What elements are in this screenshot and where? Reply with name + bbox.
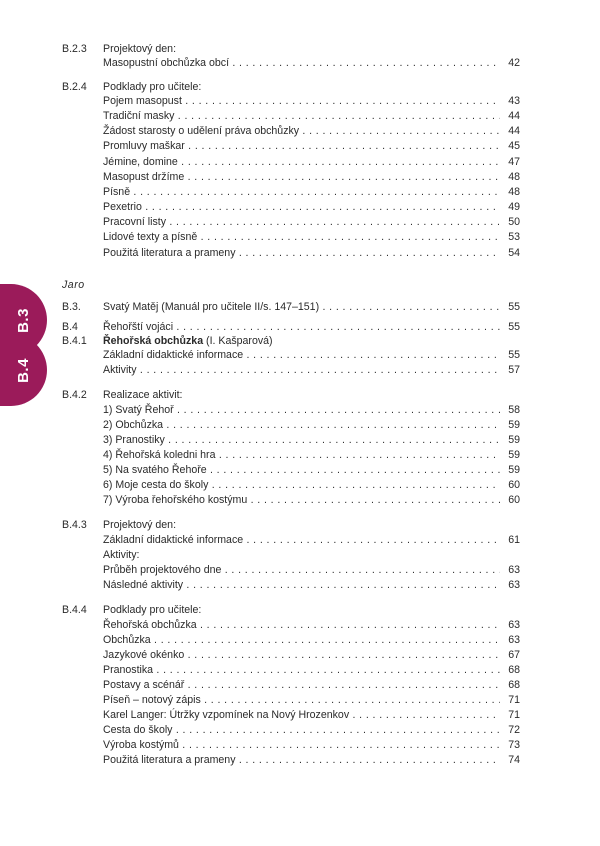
toc-entry-page-number: 60 [500,493,520,507]
toc-entry-title-text: Karel Langer: Útržky vzpomínek na Nový Hrozenkov [103,709,350,721]
toc-entry-page-number: 60 [500,478,520,492]
toc-entry[interactable] [0,648,600,662]
toc-entry-title [103,463,518,477]
toc-entry[interactable] [0,363,600,377]
toc-entry-page-number: 54 [500,246,520,260]
toc-entry[interactable] [0,693,600,707]
toc-entry-title [103,403,518,417]
toc-entry-page-number: 63 [500,578,520,592]
toc-entry-page-number: 49 [500,200,520,214]
toc-entry-title [103,603,518,617]
toc-entry[interactable] [0,578,600,592]
toc-entry-title-text: Pexetrio [103,201,142,213]
toc-entry-title [103,200,518,214]
toc-entry-title [103,246,518,260]
toc-entry-page-number: 57 [500,363,520,377]
toc-entry-title [103,648,518,662]
toc-entry-title-text: Masopust držíme [103,171,185,183]
toc-entry-title [103,139,518,153]
toc-entry-page-number: 59 [500,433,520,447]
toc-entry-title [103,548,518,562]
toc-entry-title-text: 7) Výroba řehořského kostýmu [103,494,248,506]
toc-entry-title-text: Pracovní listy [103,216,166,228]
toc-entry-title-text: 1) Svatý Řehoř [103,404,174,416]
toc-entry-title-text: Řehořští vojáci [103,321,174,333]
season-heading: Jaro [62,279,85,291]
toc-entry[interactable] [0,708,600,722]
toc-entry-page-number: 42 [500,56,520,70]
toc-entry-page-number: 44 [500,109,520,123]
toc-entry-title [103,678,518,692]
toc-entry-title-text: 6) Moje cesta do školy [103,479,209,491]
toc-entry-title-text: Použitá literatura a prameny [103,754,236,766]
toc-entry[interactable] [0,403,600,417]
toc-entry-page-number: 44 [500,124,520,138]
toc-entry-title [103,42,518,56]
toc-entry-number: B.3. [62,301,81,313]
toc-entry-title [103,633,518,647]
toc-entry[interactable] [0,663,600,677]
toc-entry-page-number: 74 [500,753,520,767]
toc-entry-title [103,663,518,677]
toc-entry-title [103,753,518,767]
toc-entry-title-text: Lidové texty a písně [103,231,198,243]
toc-entry[interactable] [0,109,600,123]
toc-entry-title-text: Použitá literatura a prameny [103,247,236,259]
toc-entry [0,518,600,532]
toc-entry-title-bold: Řehořská obchůzka [103,335,204,347]
toc-entry-title [103,300,518,314]
toc-entry-title-rest: (I. Kašparová) [203,335,273,347]
toc-entry-page-number: 59 [500,448,520,462]
toc-entry-title [103,215,518,229]
toc-entry[interactable] [0,139,600,153]
toc-entry-number: B.2.3 [62,43,87,55]
toc-entry-title-text: 2) Obchůzka [103,419,164,431]
toc-entry-title [103,533,518,547]
toc-entry-title [103,124,518,138]
toc-entry-page-number: 43 [500,94,520,108]
toc-entry-title [103,363,518,377]
toc-entry-page-number: 59 [500,418,520,432]
toc-entry[interactable] [0,200,600,214]
toc-entry-title-text: 3) Pranostiky [103,434,165,446]
toc-entry-title-text: Aktivity: [103,549,140,561]
toc-entry[interactable] [0,124,600,138]
toc-entry-page-number: 48 [500,170,520,184]
toc-entry-page-number: 72 [500,723,520,737]
toc-entry-title-text: Výroba kostýmů [103,739,179,751]
toc-entry-page-number: 71 [500,693,520,707]
toc-entry[interactable] [0,185,600,199]
toc-entry-title-text: Cesta do školy [103,724,173,736]
toc-entry-page-number: 63 [500,563,520,577]
toc-entry[interactable] [0,478,600,492]
toc-entry[interactable] [0,533,600,547]
toc-entry-title-text: Následné aktivity [103,579,184,591]
toc-entry-page-number: 71 [500,708,520,722]
toc-entry-title [103,418,518,432]
toc-entry[interactable] [0,493,600,507]
toc-entry-number: B.4.1 [62,335,87,347]
toc-entry-title [103,563,518,577]
toc-entry[interactable] [0,230,600,244]
toc-entry [0,603,600,617]
toc-entry-page-number: 48 [500,185,520,199]
toc-entry-title-text: Žádost starosty o udělení práva obchůzky [103,125,300,137]
toc-entry-title-text: Průběh projektového dne [103,564,222,576]
toc-entry-title [103,185,518,199]
toc-entry-title [103,80,518,94]
toc-entry-page-number: 63 [500,633,520,647]
toc-entry-title [103,94,518,108]
toc-entry-page-number: 67 [500,648,520,662]
toc-entry[interactable] [0,463,600,477]
toc-entry[interactable] [0,170,600,184]
toc-entry-page-number: 47 [500,155,520,169]
toc-entry [0,388,600,402]
toc-entry-number: B.4.4 [62,604,87,616]
toc-entry-page-number: 53 [500,230,520,244]
toc-entry-number: B.4.3 [62,519,87,531]
toc-entry-title-text: Základní didaktické informace [103,349,244,361]
toc-entry-title [103,56,518,70]
toc-entry-title [103,518,518,532]
toc-entry-page-number: 55 [500,348,520,362]
toc-entry[interactable] [0,320,600,334]
toc-entry-title [103,388,518,402]
toc-entry-title-text: Pranostika [103,664,154,676]
toc-entry[interactable] [0,633,600,647]
toc-entry-page-number: 50 [500,215,520,229]
toc-entry-title-text: Jémine, domine [103,156,178,168]
toc-entry-title [103,320,518,334]
toc-entry-title-text: Masopustní obchůzka obcí [103,57,230,69]
toc-entry[interactable] [0,678,600,692]
toc-entry-title-text: 4) Řehořská koledni hra [103,449,216,461]
toc-entry[interactable] [0,56,600,70]
toc-entry-title-text: Obchůzka [103,634,151,646]
toc-entry [0,80,600,94]
toc-entry-page-number: 58 [500,403,520,417]
toc-entry-title-text: Projektový den: [103,519,177,531]
toc-entry-title-text: Postavy a scénář [103,679,185,691]
toc-entry[interactable] [0,155,600,169]
toc-entry-title-text: Píseň – notový zápis [103,694,201,706]
section-tab-b4-label: B.4 [15,357,32,383]
toc-entry[interactable] [0,300,600,314]
toc-entry-title-text: Jazykové okénko [103,649,185,661]
toc-entry-number: B.4.2 [62,389,87,401]
toc-entry-title-text: Svatý Matěj (Manuál pro učitele II/s. 147–151) [103,301,320,313]
toc-entry-title-text: 5) Na svatého Řehoře [103,464,207,476]
toc-entry-title-text: Základní didaktické informace [103,534,244,546]
toc-entry-title-text: Podklady pro učitele: [103,81,202,93]
toc-entry[interactable] [0,246,600,260]
toc-entry-page-number: 68 [500,663,520,677]
toc-entry-title [103,693,518,707]
toc-entry [0,334,600,348]
section-tab-b3-label: B.3 [15,307,32,333]
toc-entry-page-number: 68 [500,678,520,692]
toc-entry-title [103,170,518,184]
toc-entry-title-text: Promluvy maškar [103,140,185,152]
toc-entry-title [103,230,518,244]
toc-entry-title [103,478,518,492]
toc-entry-title-text: Podklady pro učitele: [103,604,202,616]
toc-entry [0,548,600,562]
toc-entry-page-number: 73 [500,738,520,752]
toc-entry[interactable] [0,448,600,462]
toc-entry-page-number: 63 [500,618,520,632]
toc-entry[interactable] [0,418,600,432]
toc-entry-title-text: Tradiční masky [103,110,175,122]
toc-entry[interactable] [0,94,600,108]
toc-entry[interactable] [0,723,600,737]
toc-entry[interactable] [0,348,600,362]
toc-entry-title [103,578,518,592]
toc-entry [0,42,600,56]
toc-entry-title [103,155,518,169]
toc-entry-title-text: Realizace aktivit: [103,389,183,401]
toc-entry-number: B.4 [62,321,78,333]
toc-entry-title [103,433,518,447]
toc-entry-title-text: Pojem masopust [103,95,182,107]
toc-entry[interactable] [0,618,600,632]
toc-entry[interactable] [0,563,600,577]
toc-entry-page-number: 55 [500,320,520,334]
toc-entry-title-text: Řehořská obchůzka [103,619,197,631]
toc-entry-page-number: 45 [500,139,520,153]
toc-entry-title [103,448,518,462]
toc-entry-title [103,493,518,507]
toc-entry-title-text: Písně [103,186,131,198]
toc-entry-title [103,348,518,362]
toc-entry-title [103,334,518,348]
toc-entry-title [103,618,518,632]
toc-entry[interactable] [0,753,600,767]
toc-entry-page-number: 61 [500,533,520,547]
toc-entry-title [103,723,518,737]
toc-entry-title [103,109,518,123]
toc-entry-title [103,738,518,752]
toc-entry-number: B.2.4 [62,81,87,93]
toc-entry[interactable] [0,215,600,229]
toc-entry[interactable] [0,738,600,752]
toc-entry-title-text: Aktivity [103,364,137,376]
toc-entry[interactable] [0,433,600,447]
toc-entry-page-number: 55 [500,300,520,314]
toc-entry-title [103,708,518,722]
toc-entry-title-text: Projektový den: [103,43,177,55]
toc-entry-page-number: 59 [500,463,520,477]
